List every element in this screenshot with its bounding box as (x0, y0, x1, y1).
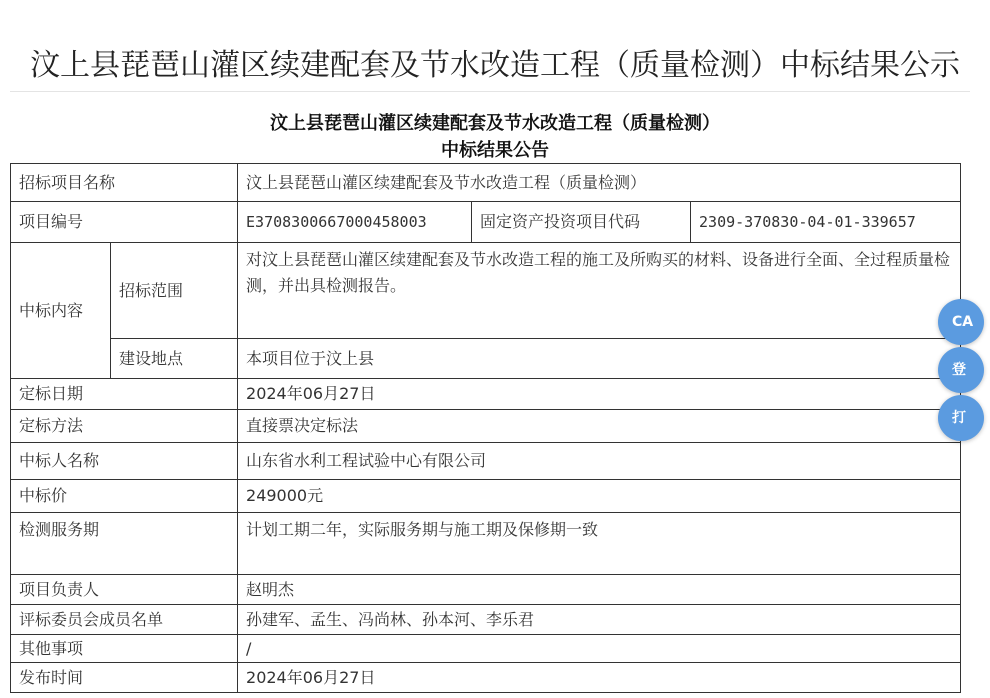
table-row (11, 164, 961, 202)
award-date-label: 定标日期 (11, 379, 238, 410)
project-no-value: E3708300667000458003 (238, 202, 472, 243)
document-heading: 汶上县琵琶山灌区续建配套及节水改造工程（质量检测） (270, 113, 720, 134)
other-label: 其他事项 (11, 635, 238, 663)
project-name-value: 汶上县琵琶山灌区续建配套及节水改造工程（质量检测） (238, 164, 961, 202)
location-value: 本项目位于汶上县 (238, 339, 961, 379)
page-title: 汶上县琵琶山灌区续建配套及节水改造工程（质量检测）中标结果公示 (30, 48, 960, 83)
price-value: 249000元 (238, 480, 961, 513)
table-row (11, 605, 961, 635)
asset-code-label: 固定资产投资项目代码 (472, 202, 691, 243)
title-divider (10, 91, 970, 92)
table-row (11, 202, 961, 243)
table-row (11, 379, 961, 410)
committee-label: 评标委员会成员名单 (11, 605, 238, 635)
table-row (11, 575, 961, 605)
table-row (11, 443, 961, 480)
price-label: 中标价 (11, 480, 238, 513)
table-row (11, 663, 961, 693)
award-method-label: 定标方法 (11, 410, 238, 443)
service-period-label: 检测服务期 (11, 513, 238, 575)
publish-label: 发布时间 (11, 663, 238, 693)
scope-label: 招标范围 (111, 243, 238, 339)
table-row (11, 480, 961, 513)
manager-value: 赵明杰 (238, 575, 961, 605)
ca-float-button[interactable]: CA (938, 299, 984, 345)
scope-value: 对汶上县琵琶山灌区续建配套及节水改造工程的施工及所购买的材料、设备进行全面、全过程质量检测，并出具检测报告。 (238, 243, 961, 339)
award-date-value: 2024年06月27日 (238, 379, 961, 410)
table-row (11, 635, 961, 663)
print-float-button[interactable]: 打 (938, 395, 984, 441)
project-name-label: 招标项目名称 (11, 164, 238, 202)
content-label: 中标内容 (11, 243, 111, 379)
table-row (11, 243, 961, 339)
winner-value: 山东省水利工程试验中心有限公司 (238, 443, 961, 480)
service-period-value: 计划工期二年，实际服务期与施工期及保修期一致 (238, 513, 961, 575)
project-no-label: 项目编号 (11, 202, 238, 243)
asset-code-value: 2309-370830-04-01-339657 (691, 202, 961, 243)
location-label: 建设地点 (111, 339, 238, 379)
document-subheading: 中标结果公告 (441, 140, 549, 161)
login-float-button[interactable]: 登 (938, 347, 984, 393)
publish-value: 2024年06月27日 (238, 663, 961, 693)
table-row (11, 339, 961, 379)
table-row (11, 513, 961, 575)
table-row (11, 410, 961, 443)
manager-label: 项目负责人 (11, 575, 238, 605)
other-value: / (238, 635, 961, 663)
result-table (10, 163, 961, 693)
committee-value: 孙建军、孟生、冯尚林、孙本河、李乐君 (238, 605, 961, 635)
award-method-value: 直接票决定标法 (238, 410, 961, 443)
winner-label: 中标人名称 (11, 443, 238, 480)
